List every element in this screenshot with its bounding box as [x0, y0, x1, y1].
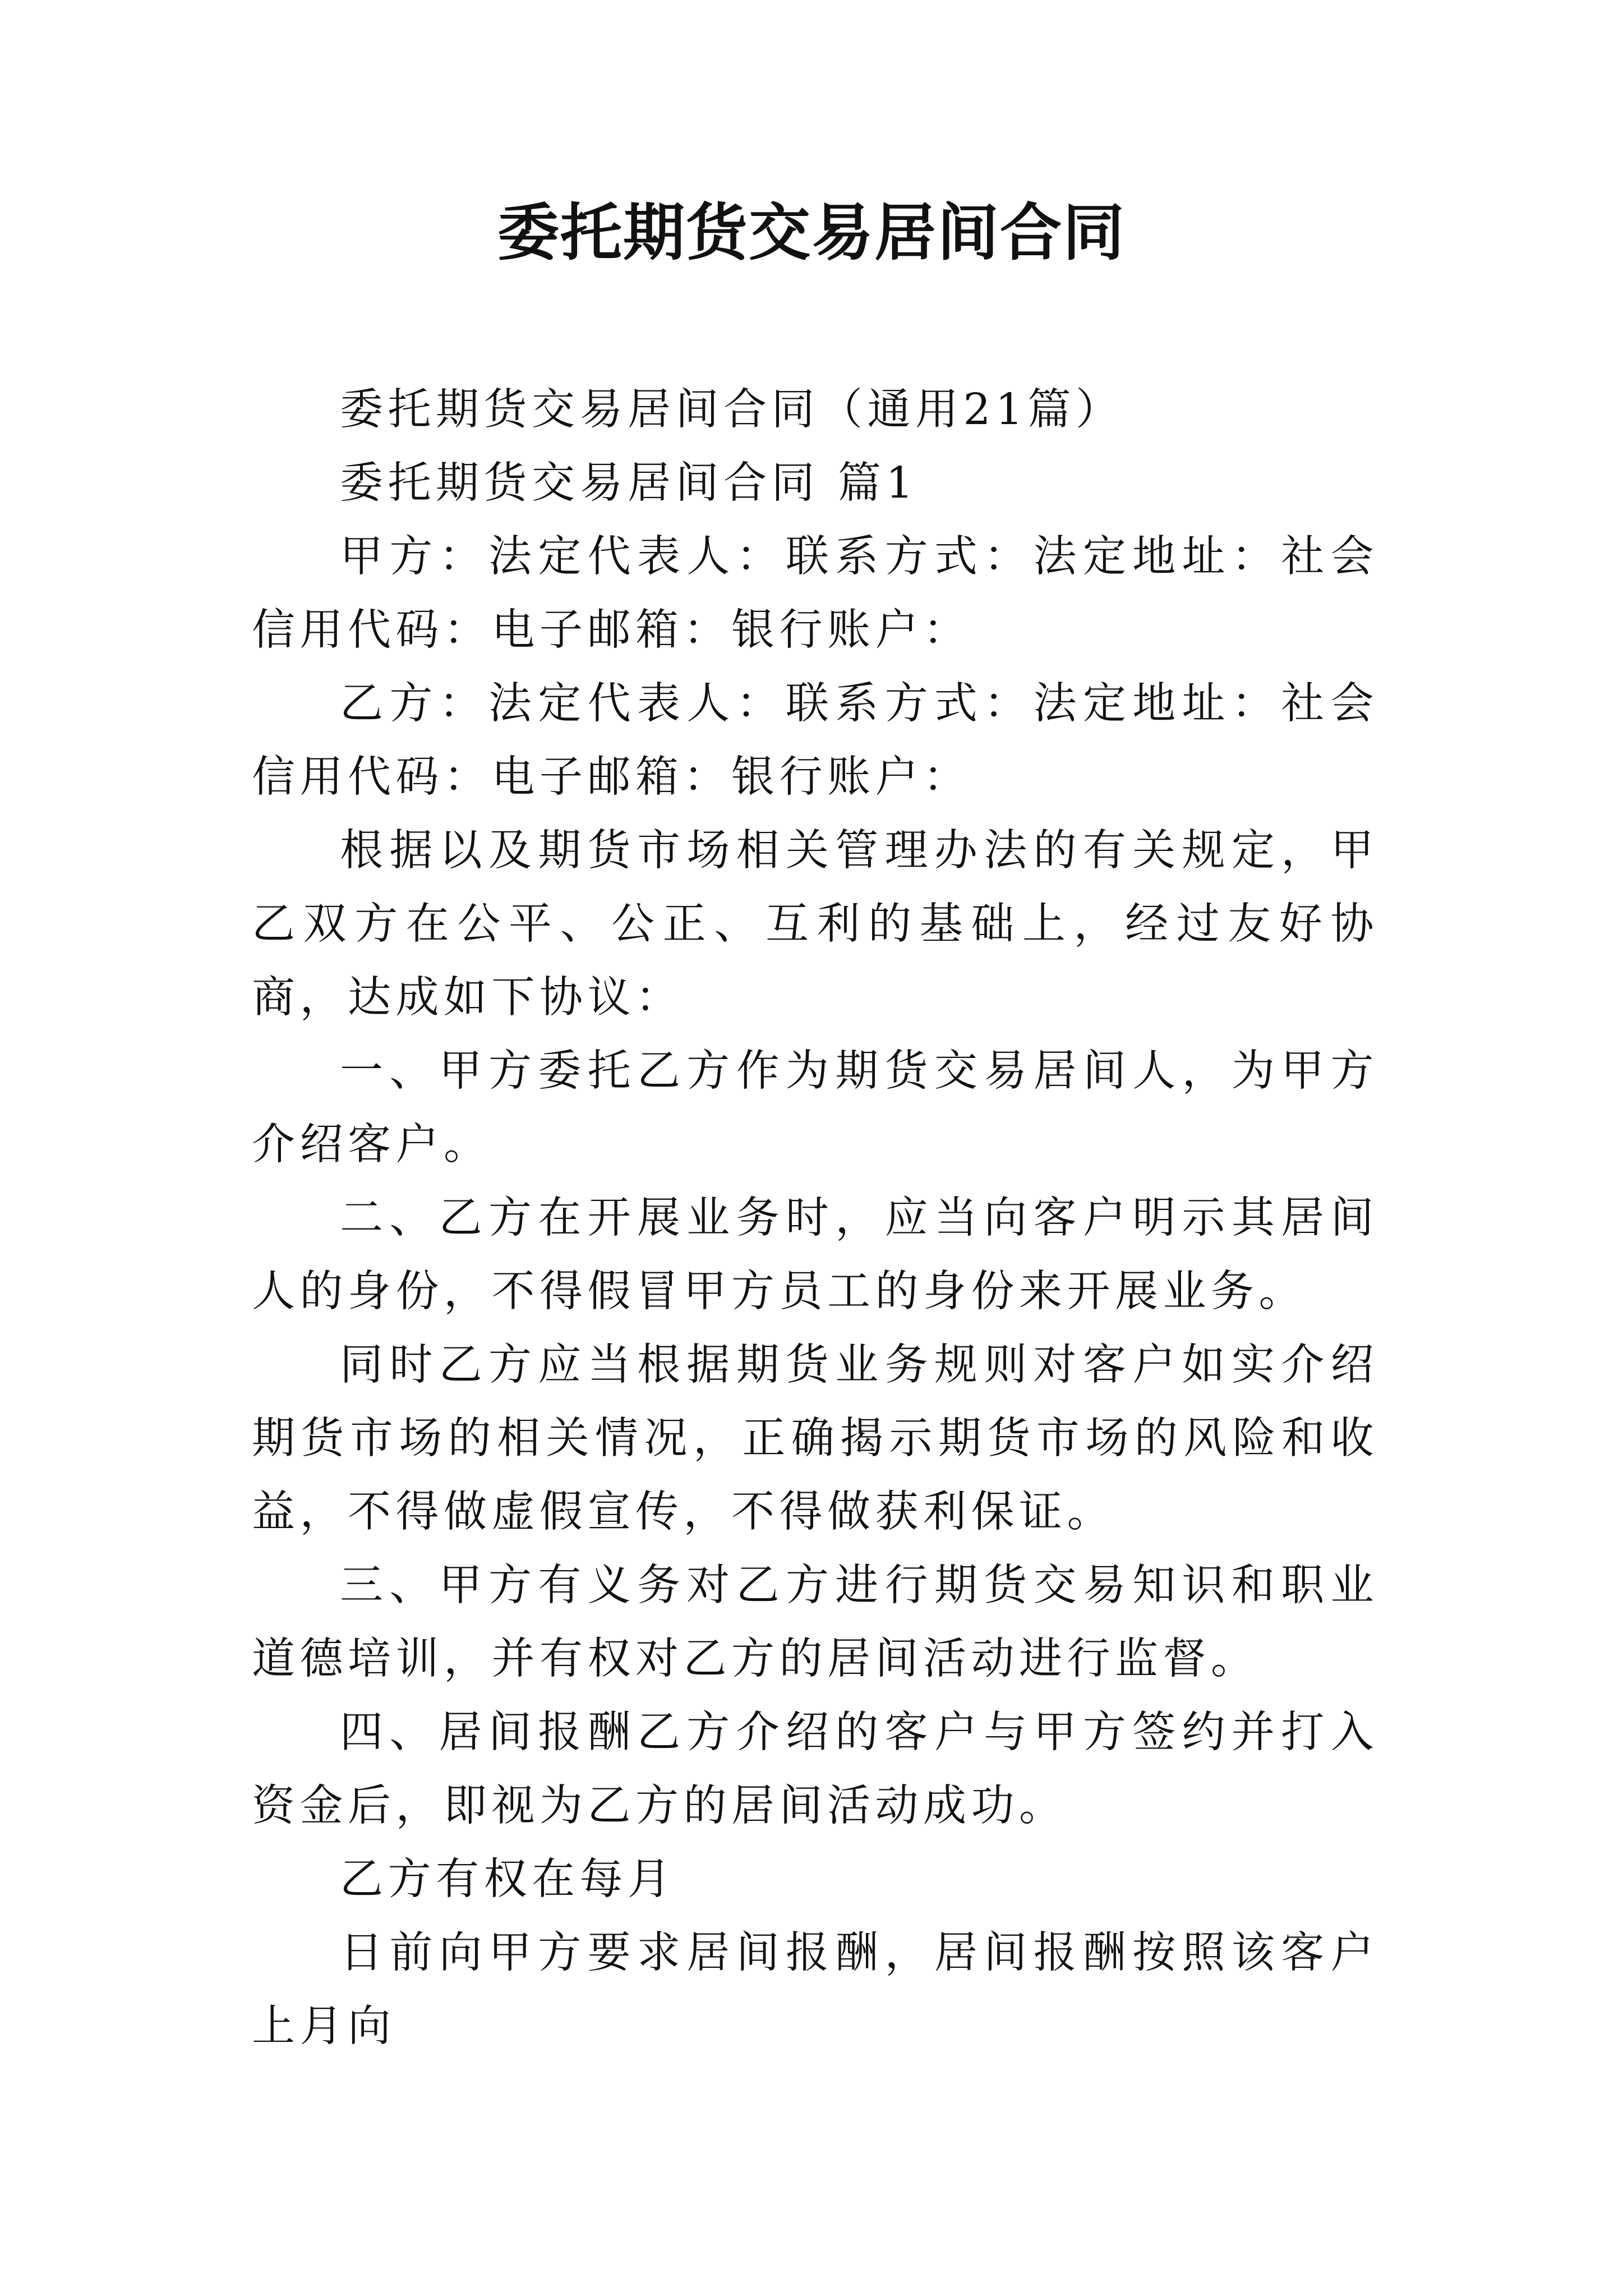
paragraph-clause-3: 三、甲方有义务对乙方进行期货交易知识和职业道德培训，并有权对乙方的居间活动进行监督。 [252, 1561, 1378, 1684]
paragraph-clause-2-continued: 同时乙方应当根据期货业务规则对客户如实介绍期货市场的相关情况，正确揭示期货市场的风险和收益，不得做虚假宣传，不得做获利保证。 [252, 1340, 1378, 1537]
paragraph-clause-4-remuneration: 日前向甲方要求居间报酬，居间报酬按照该客户上月向 [252, 1928, 1378, 2051]
document-title: 委托期货交易居间合同 [497, 196, 1126, 269]
document-body [252, 373, 1378, 2063]
paragraph-clause-1: 一、甲方委托乙方作为期货交易居间人，为甲方介绍客户。 [252, 1046, 1378, 1170]
paragraph-preamble: 根据以及期货市场相关管理办法的有关规定，甲乙双方在公平、公正、互利的基础上，经过友好协商，达成如下协议： [252, 826, 1378, 1023]
paragraph-clause-4-monthly: 乙方有权在每月 [340, 1855, 676, 1904]
paragraph-party-b: 乙方：法定代表人：联系方式：法定地址：社会信用代码：电子邮箱：银行账户： [252, 679, 1378, 802]
paragraph-subtitle: 委托期货交易居间合同（通用21篇） [340, 385, 1124, 435]
paragraph-clause-4: 四、居间报酬乙方介绍的客户与甲方签约并打入资金后，即视为乙方的居间活动成功。 [252, 1708, 1378, 1831]
paragraph-clause-2: 二、乙方在开展业务时，应当向客户明示其居间人的身份，不得假冒甲方员工的身份来开展业务。 [252, 1193, 1378, 1317]
paragraph-section-heading: 委托期货交易居间合同 篇1 [340, 458, 918, 508]
paragraph-party-a: 甲方：法定代表人：联系方式：法定地址：社会信用代码：电子邮箱：银行账户： [252, 532, 1378, 655]
